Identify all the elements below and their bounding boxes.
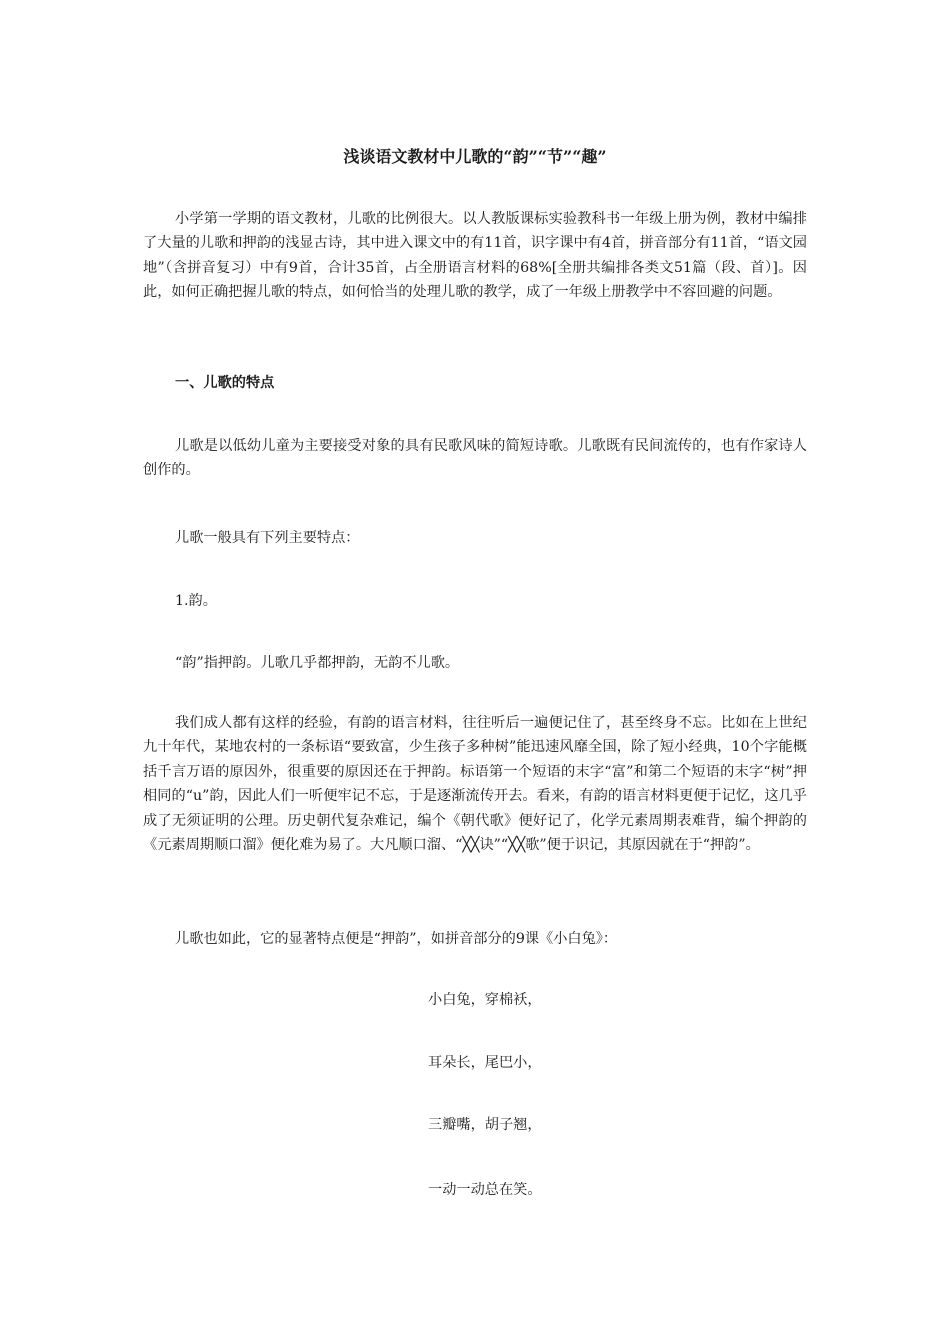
document-page: [143, 0, 807, 1344]
poem-line: 一动一动总在笑。: [428, 1182, 542, 1198]
poem-line: 三瓣嘴，胡子翘，: [428, 1117, 542, 1133]
point-heading: 1.韵。: [175, 593, 217, 609]
rhyme-explanation-paragraph: 我们成人都有这样的经验，有韵的语言材料，往往听后一遍便记住了，甚至终身不忘。比如在上世纪九十年代，某地农村的一条标语“要致富，少生孩子多种树”能迅速风靡全国，除了短小经典，10个字能概括千言万语的原因外，很重要的原因还在于押韵。标语第一个短语的末字“富”和第二个短语的末字“树”押相同的“u”韵，因此人们一听便牢记不忘，于是逐渐流传开去。看来，有韵的语言材料更便于记忆，这几乎成了无须证明的公理。历史朝代复杂难记，编个《朝代歌》便好记了，化学元素周期表难背，编个押韵的《元素周期顺口溜》便化难为易了。大凡顺口溜、“╳╳诀”“╳╳歌”便于识记，其原因就在于“押韵”。: [143, 715, 807, 854]
document-title: 浅谈语文教材中儿歌的“韵”“节”“趣”: [343, 147, 607, 166]
definition-paragraph: 儿歌是以低幼儿童为主要接受对象的具有民歌风味的简短诗歌。儿歌既有民间流传的，也有作家诗人创作的。: [143, 438, 807, 479]
example-intro-paragraph: 儿歌也如此，它的显著特点便是“押韵”，如拼音部分的9课《小白兔》：: [175, 931, 618, 947]
poem-line: 耳朵长，尾巴小，: [428, 1055, 542, 1071]
poem-line: 小白兔，穿棉袄，: [428, 992, 542, 1008]
rhyme-definition-paragraph: “韵”指押韵。儿歌几乎都押韵，无韵不儿歌。: [175, 655, 460, 671]
section-heading: 一、儿歌的特点: [175, 375, 275, 391]
features-intro-paragraph: 儿歌一般具有下列主要特点：: [175, 530, 360, 546]
intro-paragraph: 小学第一学期的语文教材，儿歌的比例很大。以人教版课标实验教科书一年级上册为例，教材中编排了大量的儿歌和押韵的浅显古诗，其中进入课文中的有11首，识字课中有4首，拼音部分有11首，“语文园地”（含拼音复习）中有9首，合计35首，占全册语言材料的68%[全册共编排各类文51篇（段、首）]。因此，如何正确把握儿歌的特点，如何恰当的处理儿歌的教学，成了一年级上册教学中不容回避的问题。: [143, 211, 807, 301]
